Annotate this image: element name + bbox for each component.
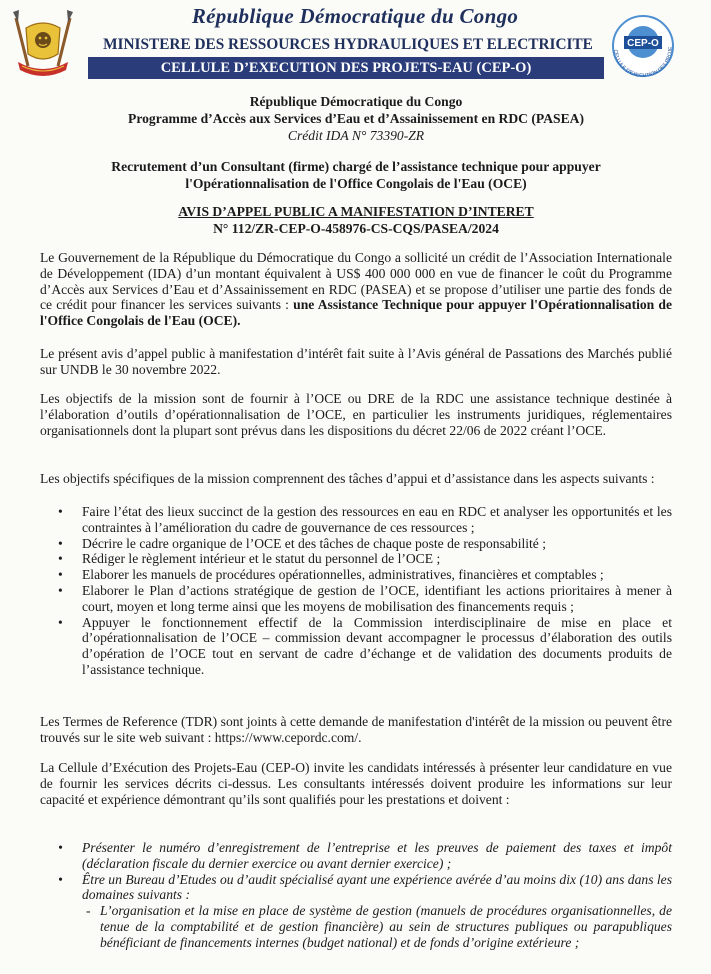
list-item: • Décrire le cadre organique de l’OCE et des tâches de chaque poste de responsabilité ; <box>72 536 672 552</box>
list-item: - L’organisation et la mise en place de système de gestion (manuels de procédures organisationnelles, de tenue de la comptabilité et de gestion financière) au sein de structures publiques ou parapubliques bénéficiant de financements internes (budget national) et de fonds d’origine extérieure ; <box>100 903 672 950</box>
cep-o-logo-text: CEP-O <box>627 38 659 49</box>
list-item: • Elaborer les manuels de procédures opérationnelles, administratives, financières et comptables ; <box>72 567 672 583</box>
drc-coat-of-arms-icon <box>8 6 78 78</box>
paragraph-tor: Les Termes de Reference (TDR) sont joints à cette demande de manifestation d'intérêt de la mission ou peuvent être trouvés sur le site web suivant : https://www.cepordc.com/. <box>40 714 672 745</box>
list-item: • Appuyer le fonctionnement effectif de la Commission interdisciplinaire de mise en place et d’opérationnalisation de l’OCE – commission devant accompagner le processus d’élaboration des outils d’opération de l’OCE tout en servant de cadre d’échange et de validation des documents produits de l’assistance technique. <box>72 615 672 678</box>
task-list <box>40 504 672 678</box>
notice-heading <box>40 203 672 237</box>
paragraph-general-notice: Le présent avis d’appel public à manifestation d’intérêt fait suite à l’Avis général de Passations des Marchés publié sur UNDB le 30 novembre 2022. <box>40 346 672 377</box>
notice-number: N° 112/ZR-CEP-O-458976-CS-CQS/PASEA/2024 <box>213 221 499 236</box>
list-item: • Rédiger le règlement intérieur et le statut du personnel de l’OCE ; <box>72 551 672 567</box>
paragraph-specific-objectives: Les objectifs spécifiques de la mission comprennent des tâches d’appui et d’assistance dans les aspects suivants : <box>40 471 655 486</box>
cell-title-bar: CELLULE D’EXECUTION DES PROJETS-EAU (CEP-O) <box>88 57 604 79</box>
cep-o-logo <box>600 12 686 84</box>
paragraph-financing-bold: une Assistance Technique pour appuyer l'Opérationnalisation de l'Office Congolais de l'Eau (OCE). <box>40 297 673 329</box>
paragraph-objectives: Les objectifs de la mission sont de fournir à l’OCE ou DRE de la RDC une assistance technique destinée à l’élaboration d’outils d’opérationnalisation de l’OCE, en particulier les instruments juridiques, réglementaires organisationnels dont la plupart sont prévus dans les dispositions du décret 22/06 de 2022 créant l’OCE. <box>40 391 672 438</box>
cep-o-logo-ring-text: CELLULE D'EXECUTION DES PROJE <box>612 46 675 80</box>
recruitment-line-1: Recrutement d’un Consultant (firme) chargé de l’assistance technique pour appuyer <box>111 159 601 174</box>
country-line: République Démocratique du Congo <box>249 94 463 109</box>
letterhead <box>0 0 711 90</box>
paragraph-financing <box>40 250 672 329</box>
republic-script-title: République Démocratique du Congo <box>191 4 519 28</box>
requirements-list <box>40 840 672 951</box>
list-item: • Faire l’état des lieux succinct de la gestion des ressources en eau en RDC et analyser les opportunités et les contraintes à l’amélioration du cadre de gouvernance de ces ressources ; <box>72 504 672 536</box>
program-line: Programme d’Accès aux Services d’Eau et d’Assainissement en RDC (PASEA) <box>128 111 584 126</box>
recruitment-heading <box>40 158 672 192</box>
list-item: • Présenter le numéro d’enregistrement de l’entreprise et les preuves de paiement des taxes et impôt (déclaration fiscale du dernier exercice ou avant dernier exercice) ; <box>72 840 672 872</box>
paragraph-financing-text: Le Gouvernement de la République du Démocratique du Congo a sollicité un crédit de l’Association Internationale de Développement (IDA) d’un montant équivalent à US$ 400 000 000 en vue de financer le coût du Programme d’Accès aux Services d’Eau et d’Assainissement en RDC (PASEA) et se propose d’utiliser une partie des fonds de ce crédit pour financer les services suivants : <box>40 250 672 313</box>
recruitment-line-2: l'Opérationnalisation de l'Office Congolais de l'Eau (OCE) <box>185 176 527 191</box>
ministry-title: MINISTERE DES RESSOURCES HYDRAULIQUES ET ELECTRICITE <box>103 36 593 53</box>
paragraph-invitation: La Cellule d’Exécution des Projets-Eau (CEP-O) invite les candidats intéressés à présenter leur candidature en vue de fournir les services décrits ci-dessus. Les consultants intéressés doivent produire les informations sur leur capacité et expérience démontrant qu’ils sont qualifiés pour les prestations et doivent : <box>40 760 672 807</box>
credit-line: Crédit IDA N° 73390-ZR <box>287 128 425 143</box>
program-heading <box>40 93 672 144</box>
list-item: • Elaborer le Plan d’actions stratégique de gestion de l’OCE, identifiant les actions prioritaires à mener à court, moyen et long terme ainsi que les moyens de mobilisation des financements requis ; <box>72 583 672 615</box>
list-item: • Être un Bureau d’Etudes ou d’audit spécialisé ayant une expérience avérée d’au moins dix (10) ans dans les domaines suivants : <box>72 872 672 904</box>
notice-title: AVIS D’APPEL PUBLIC A MANIFESTATION D’INTERET <box>178 204 534 219</box>
